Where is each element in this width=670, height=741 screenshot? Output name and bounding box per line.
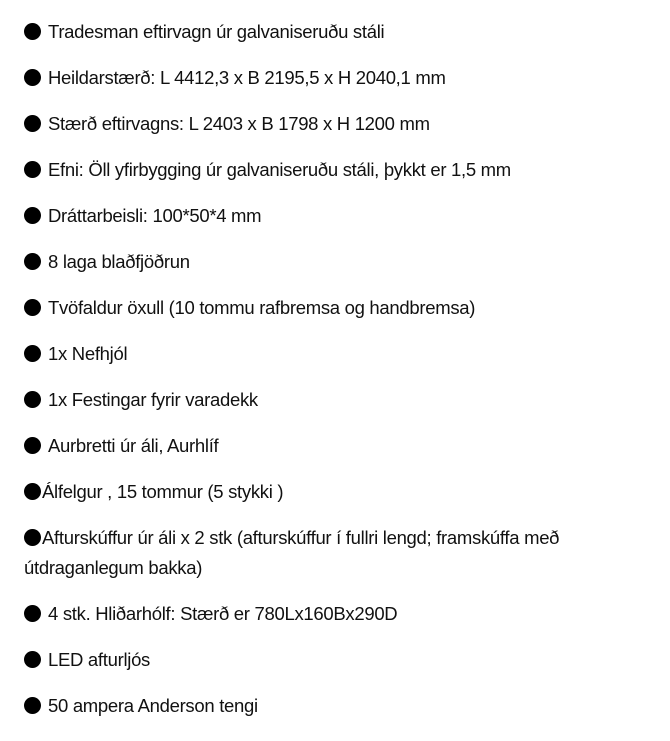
spec-item-drawers: [24, 523, 664, 583]
spec-item-mudguards: [24, 431, 664, 461]
spec-item-axle: [24, 293, 664, 323]
spec-text: Álfelgur , 15 tommur (5 stykki ): [42, 481, 284, 502]
trailer-spec-list: [24, 17, 664, 737]
spec-item-leaf-spring: [24, 247, 664, 277]
spec-item-spare-wheel-mount: [24, 385, 664, 415]
spec-item-led-lights: [24, 645, 664, 675]
bullet-icon: [24, 651, 41, 668]
spec-text: 50 ampera Anderson tengi: [48, 695, 258, 716]
spec-text: Afturskúffur úr áli x 2 stk (afturskúffur í fullri lengd; framskúffa með útdraganlegum bakka): [24, 527, 560, 578]
bullet-icon: [24, 345, 41, 362]
spec-item-side-compartments: [24, 599, 664, 629]
spec-text: Efni: Öll yfirbygging úr galvaniseruðu stáli, þykkt er 1,5 mm: [48, 159, 511, 180]
spec-item-product: [24, 17, 664, 47]
spec-text: 4 stk. Hliðarhólf: Stærð er 780Lx160Bx290D: [48, 603, 398, 624]
spec-text: Dráttarbeisli: 100*50*4 mm: [48, 205, 262, 226]
spec-text: Heildarstærð: L 4412,3 x B 2195,5 x H 2040,1 mm: [48, 67, 446, 88]
bullet-icon: [24, 529, 41, 546]
spec-item-drawbar: [24, 201, 664, 231]
bullet-icon: [24, 115, 41, 132]
bullet-icon: [24, 253, 41, 270]
spec-item-jockey-wheel: [24, 339, 664, 369]
bullet-icon: [24, 437, 41, 454]
spec-text: LED afturljós: [48, 649, 151, 670]
spec-text: 1x Festingar fyrir varadekk: [48, 389, 258, 410]
spec-item-anderson-plug: [24, 691, 664, 721]
bullet-icon: [24, 23, 41, 40]
spec-item-material: [24, 155, 664, 185]
spec-text: 1x Nefhjól: [48, 343, 128, 364]
spec-item-overall-size: [24, 63, 664, 93]
bullet-icon: [24, 207, 41, 224]
bullet-icon: [24, 697, 41, 714]
bullet-icon: [24, 391, 41, 408]
spec-text: 8 laga blaðfjöðrun: [48, 251, 190, 272]
spec-text: Aurbretti úr áli, Aurhlíf: [48, 435, 219, 456]
spec-item-alloy-wheels: [24, 477, 664, 507]
bullet-icon: [24, 161, 41, 178]
spec-text: Stærð eftirvagns: L 2403 x B 1798 x H 1200 mm: [48, 113, 430, 134]
bullet-icon: [24, 69, 41, 86]
spec-item-trailer-size: [24, 109, 664, 139]
bullet-icon: [24, 483, 41, 500]
spec-text: Tradesman eftirvagn úr galvaniseruðu stáli: [48, 21, 385, 42]
spec-text: Tvöfaldur öxull (10 tommu rafbremsa og handbremsa): [48, 297, 476, 318]
bullet-icon: [24, 299, 41, 316]
bullet-icon: [24, 605, 41, 622]
